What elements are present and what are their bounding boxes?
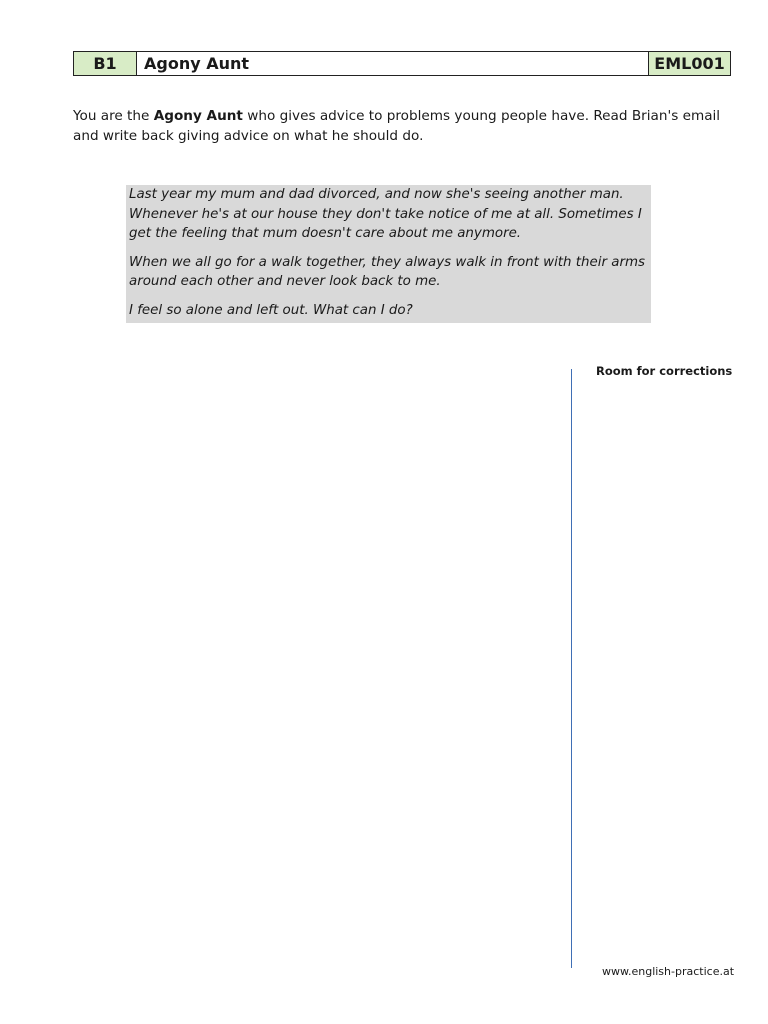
brian-email-box <box>126 185 651 323</box>
email-paragraph-1: Last year my mum and dad divorced, and now she's seeing another man. Whenever he's at our house they don't take notice of me at all. Sometimes I get the feeling that mum doesn't care about me anymore. <box>129 187 642 242</box>
footer-website: www.english-practice.at <box>602 965 735 978</box>
corrections-divider-line <box>571 369 572 968</box>
instructions-text-start: You are the <box>73 108 154 124</box>
email-paragraph-3: I feel so alone and left out. What can I do? <box>129 302 413 318</box>
instructions-text-end: who gives advice to problems young people have. Read Brian's email and write back giving advice on what he should do. <box>73 108 721 144</box>
worksheet-code: EML001 <box>648 52 730 75</box>
worksheet-header <box>73 51 731 76</box>
email-paragraph-2: When we all go for a walk together, they always walk in front with their arms around each other and never look back to me. <box>129 254 645 290</box>
corrections-label: Room for corrections <box>596 364 733 378</box>
task-instructions <box>73 106 733 146</box>
worksheet-title: Agony Aunt <box>137 52 648 75</box>
instructions-bold-role: Agony Aunt <box>153 108 243 124</box>
level-badge: B1 <box>74 52 137 75</box>
